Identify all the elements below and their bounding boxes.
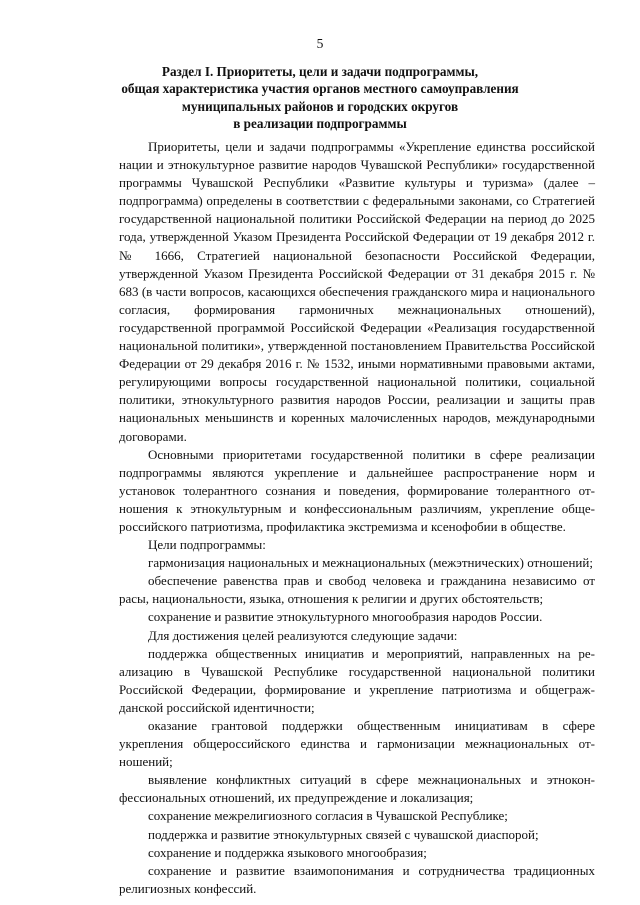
paragraph-task: поддержка общественных инициатив и мероприятий, направленных на реализацию в Чувашской Республике государственной национальной политики Российской Федерации, формирование и укрепление патриотизма и общегражданской российской идентичности; [119,645,595,715]
heading-line: Раздел I. Приоритеты, цели и задачи подпрограммы, [161,64,479,79]
paragraph-priorities: Приоритеты, цели и задачи подпрограммы «Укрепление единства российской нации и этнокультурное развитие народов Чувашской Республики» государственной программы Чувашской Республики «Развитие культуры и туризма» (далее – подпрограмма) определены в соответствии с федеральными законами, со Стратегией государственной национальной политики Российской Федерации на период до 2025 года, утвержденной Указом Президента Российской Федерации от 19 декабря 2012 г. № 1666, Стратегией национальной безопасности Российской Федерации, утвержденной Указом Президента Российской Федерации от 31 декабря 2015 г. № 683 (в части вопросов, касающихся обеспечения гражданского мира и национального согласия, формирования гармоничных межнациональных отношений), государственной программой Российской Федерации «Реализация государственной национальной политики», утвержденной постановлением Правительства Российской Федерации от 29 декабря 2016 г. № 1532, иными нормативными правовыми актами, регулирующими вопросы государственной национальной политики, социальной политики, этнокультурного развития народов России, реализации и защиты прав национальных меньшинств и коренных малочисленных народов, международными договорами. [119,139,595,444]
paragraph-main-priorities: Основными приоритетами государственной политики в сфере реализации подпрограммы являются укрепление и дальнейшее распространение норм и установок толерантного сознания и поведения, формирование толерантного отношения к этнокультурным и конфессиональным различиям, укрепление общероссийского патриотизма, профилактика экстремизма и ксенофобии в обществе. [119,446,595,534]
paragraph-task: сохранение и поддержка языкового многообразия; [148,844,427,860]
paragraph-task: оказание грантовой поддержки общественным инициативам в сфере укрепления общероссийского единства и гармонизации межнациональных отношений; [119,718,595,770]
paragraph-task: сохранение межрелигиозного согласия в Чувашской Республике; [148,808,508,824]
heading-line: общая характеристика участия органов местного самоуправления [121,81,519,97]
paragraph-goal: гармонизация национальных и межнациональных (межэтнических) отношений; [148,555,593,571]
page-number: 5 [316,36,324,51]
paragraph-task: сохранение и развитие взаимопонимания и сотрудничества традиционных религиозных конфессий. [119,862,595,896]
heading-line: муниципальных районов и городских округов [181,98,459,114]
heading-line: в реализации подпрограммы [233,116,407,132]
paragraph-task: выявление конфликтных ситуаций в сфере межнациональных и этноконфессиональных отношений, их предупреждение и локализация; [119,772,595,806]
body-text [119,138,595,898]
paragraph-goals-label: Цели подпрограммы: [148,537,266,553]
paragraph-tasks-label: Для достижения целей реализуются следующие задачи: [148,627,458,643]
paragraph-goal: обеспечение равенства прав и свобод человека и гражданина независимо от расы, национальности, языка, отношения к религии и других обстоятельств; [119,573,595,607]
section-heading [110,63,530,133]
paragraph-goal: сохранение и развитие этнокультурного многообразия народов России. [148,609,543,625]
paragraph-task: поддержка и развитие этнокультурных связей с чувашской диаспорой; [148,826,539,842]
